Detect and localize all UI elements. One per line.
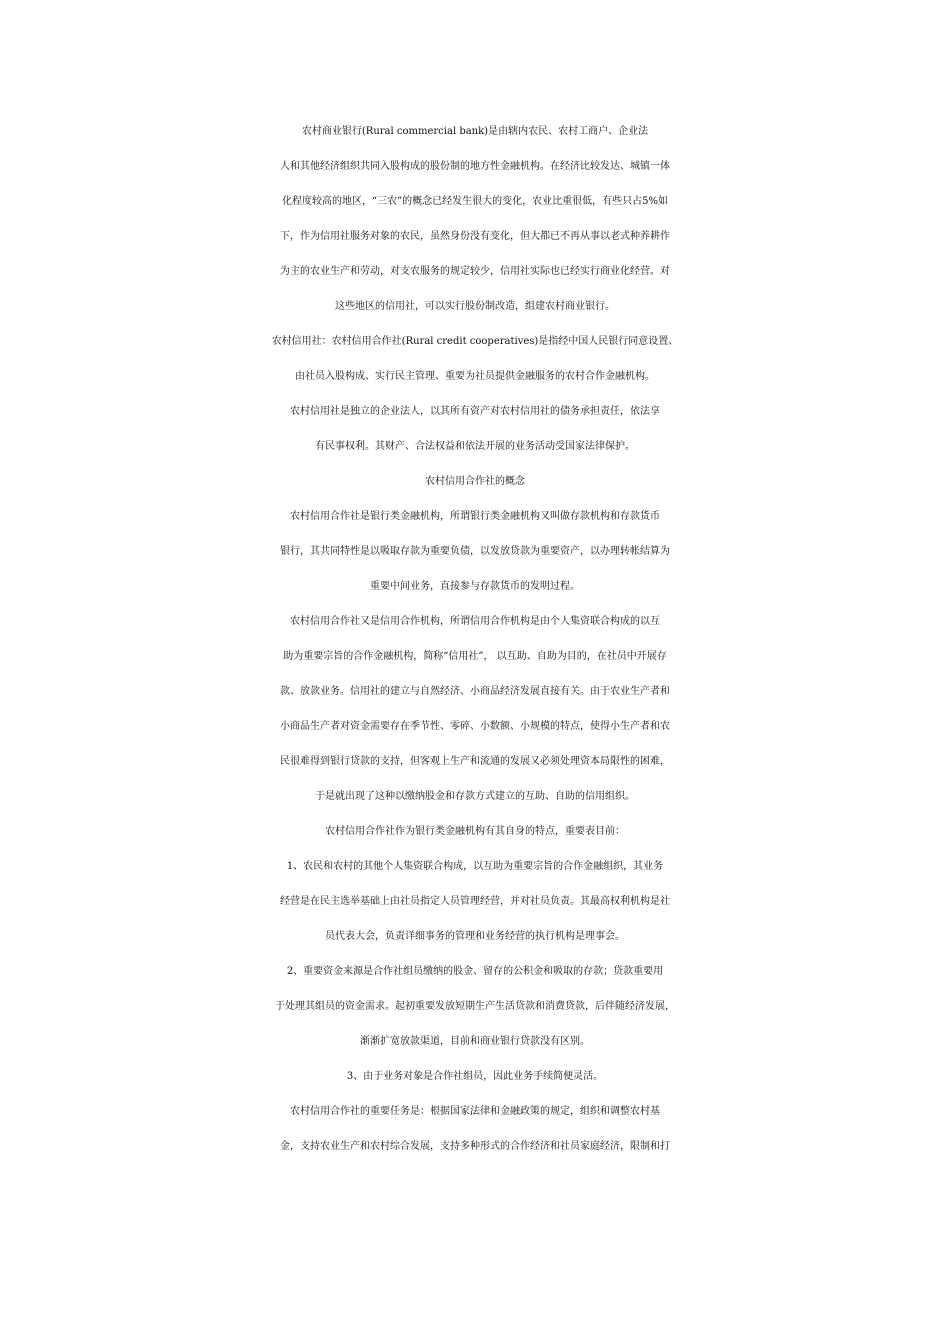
text-line: 于是就出现了这种以缴纳股金和存款方式建立的互助、自助的信用组织。 xyxy=(315,791,635,802)
text-line: 3、由于业务对象是合作社组员，因此业务手续简便灵活。 xyxy=(346,1071,604,1082)
text-line: 重要中间业务，直接参与存款货币的发明过程。 xyxy=(370,581,580,592)
text-line: 2、重要资金来源是合作社组员缴纳的股金、留存的公积金和吸取的存款；贷款重要用 xyxy=(286,966,664,977)
text-line: 助为重要宗旨的合作金融机构，简称“信用社”， 以互助、自助为目的，在社员中开展存 xyxy=(283,651,667,662)
text-line: 于处理其组员的资金需求。起初重要发放短期生产生活贷款和消费贷款，后伴随经济发展， xyxy=(275,1001,675,1012)
text-line: 人和其他经济组织共同入股构成的股份制的地方性金融机构。在经济比较发达、城镇一体 xyxy=(280,161,670,172)
text-line: 员代表大会，负责详细事务的管理和业务经营的执行机构是理事会。 xyxy=(325,931,625,942)
text-line: 民很难得到银行贷款的支持，但客观上生产和流通的发展又必须处理资本局限性的困难， xyxy=(280,756,670,767)
text-line: 农村信用社：农村信用合作社(Rural credit cooperatives)是指经中国人民银行同意设置、 xyxy=(271,336,679,347)
text-line: 农村商业银行(Rural commercial bank)是由辖内农民、农村工商户、企业法 xyxy=(301,126,649,137)
text-line: 化程度较高的地区，“三农”的概念已经发生很大的变化，农业比重很低，有些只占5%如 xyxy=(281,196,669,207)
text-line: 1、农民和农村的其他个人集资联合构成，以互助为重要宗旨的合作金融组织，其业务 xyxy=(286,861,664,872)
section-heading: 农村信用合作社的概念 xyxy=(425,476,525,487)
text-line: 小商品生产者对资金需要存在季节性、零碎、小数额、小规模的特点，使得小生产者和农 xyxy=(280,721,670,732)
text-line: 金，支持农业生产和农村综合发展，支持多种形式的合作经济和社员家庭经济，限制和打 xyxy=(280,1141,670,1152)
text-line: 农村信用合作社的重要任务是：根据国家法律和金融政策的规定，组织和调整农村基 xyxy=(290,1106,660,1117)
text-line: 渐渐扩宽放款渠道，目前和商业银行贷款没有区别。 xyxy=(360,1036,590,1047)
text-line: 款、放款业务。信用社的建立与自然经济、小商品经济发展直接有关。由于农业生产者和 xyxy=(280,686,670,697)
text-line: 农村信用合作社又是信用合作机构，所谓信用合作机构是由个人集资联合构成的以互 xyxy=(290,616,660,627)
text-line: 由社员入股构成、实行民主管理、重要为社员提供金融服务的农村合作金融机构。 xyxy=(295,371,655,382)
text-line: 银行，其共同特性是以吸取存款为重要负债，以发放贷款为重要资产，以办理转帐结算为 xyxy=(280,546,670,557)
text-line: 农村信用社是独立的企业法人，以其所有资产对农村信用社的债务承担责任，依法享 xyxy=(290,406,660,417)
text-line: 下，作为信用社服务对象的农民，虽然身份没有变化，但大都已不再从事以老式种养耕作 xyxy=(280,231,670,242)
text-line: 农村信用合作社是银行类金融机构，所谓银行类金融机构又叫做存款机构和存款货币 xyxy=(290,511,660,522)
text-line: 有民事权利。其财产、合法权益和依法开展的业务活动受国家法律保护。 xyxy=(315,441,635,452)
text-line: 为主的农业生产和劳动，对支农服务的规定较少，信用社实际也已经实行商业化经营。对 xyxy=(280,266,670,277)
text-line: 这些地区的信用社，可以实行股份制改造，组建农村商业银行。 xyxy=(335,301,615,312)
text-line: 农村信用合作社作为银行类金融机构有其自身的特点，重要表目前： xyxy=(325,826,625,837)
text-line: 经营是在民主选举基础上由社员指定人员管理经营，并对社员负责。其最高权利机构是社 xyxy=(280,896,670,907)
